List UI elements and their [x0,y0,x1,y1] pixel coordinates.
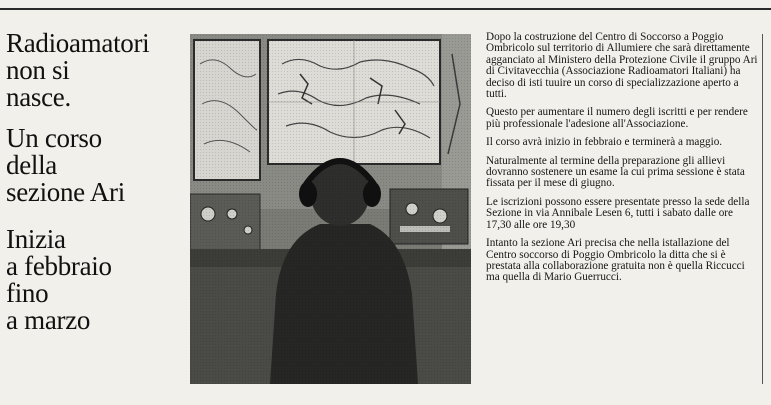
radio-operator-illustration [190,34,471,384]
headline-line: Radioamatori [6,28,150,58]
headline-line: Inizia [6,224,66,254]
headline-line: a febbraio [6,251,112,281]
article-paragraph: Naturalmente al termine della preparazione gli allievi dovranno sostenere un esame la cui prima sessione è stata fissata per il mese di giugno. [486,154,745,190]
column-rule [762,34,763,384]
headline-block-subtitle [6,125,186,206]
headline-block-title [6,30,186,111]
headline-line: Un corso [6,123,102,153]
article-paragraph: Intanto la sezione Ari precisa che nella istallazione del Centro soccorso di Poggio Ombricolo la ditta che si è prestata alla collaborazione gratuita non è quella Riccucci ma quella di Mario Guerrucci. [486,237,745,284]
headline-line: a marzo [6,305,91,335]
headline-line: non si [6,55,70,85]
article-paragraph: Dopo la costruzione del Centro di Soccorso a Poggio Ombricolo sul territorio di Allumiere che sarà direttamente agganciato al Ministero della Protezione Civile il gruppo Ari di Civitavecchia (Associazione Radioamatori Italiani) ha deciso di isti tuuire un corso di specializzazione aperto a tutti. [486,31,758,101]
headline-line: nasce. [6,82,71,112]
article-body [486,32,758,291]
article-paragraph: Le iscrizioni possono essere presentate presso la sede della Sezione in via Annibale Lesen 6, tutti i sabato dalle ore 17,30 alle ore 19,30 [486,195,750,231]
article-photo [190,34,471,384]
top-rule [0,8,771,10]
headline-line: sezione Ari [6,177,125,207]
headline-block-dates [6,226,186,334]
article-paragraph: Questo per aumentare il numero degli iscritti e per rendere più professionale l'adesione all'Associazione. [486,106,748,130]
headline [6,30,186,348]
headline-line: fino [6,278,49,308]
article-paragraph: Il corso avrà inizio in febbraio e terminerà a maggio. [486,136,723,149]
headline-line: della [6,150,57,180]
